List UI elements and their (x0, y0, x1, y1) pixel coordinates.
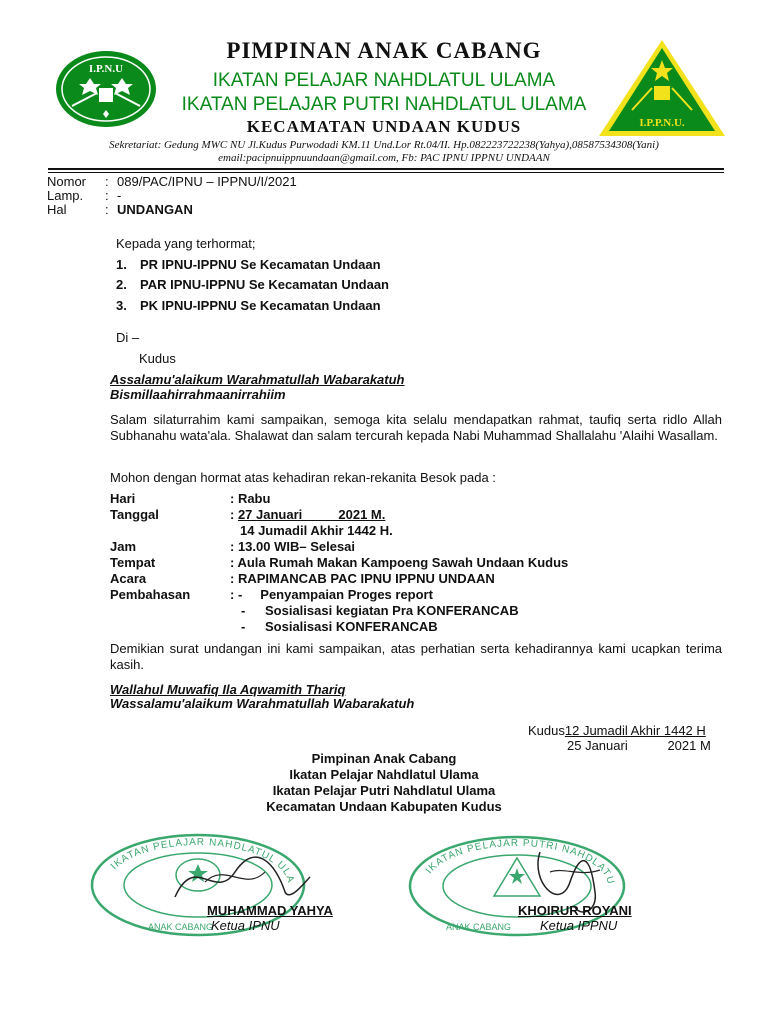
signatory-line1: Pimpinan Anak Cabang (311, 751, 457, 766)
logo-right-text: I.P.P.N.U. (639, 117, 685, 129)
salam-closing: Wassalamu'alaikum Warahmatullah Wabarakatuh (110, 696, 415, 711)
detail-tanggal (110, 507, 385, 523)
address-line2: email:pacipnuippnuundaan@gmail.com, Fb: PAC IPNU IPPNU UNDAAN (218, 152, 550, 164)
detail-tempat (110, 555, 568, 571)
recipient-di: Di – (116, 330, 140, 345)
paragraph-invitation: Mohon dengan hormat atas kehadiran rekan-rekanita Besok pada : (110, 470, 496, 485)
meta-nomor (47, 174, 297, 189)
nomor-colon: : (105, 174, 109, 189)
tanggal-prefix: : (230, 507, 238, 522)
tanggal-label: Tanggal (110, 507, 159, 522)
recipient-item (116, 298, 381, 313)
jam-value: : 13.00 WIB– Selesai (230, 539, 356, 554)
stamp-right-arc-text: IKATAN PELAJAR PUTRI NAHDLATU (423, 837, 617, 887)
date-place: Kudus (528, 723, 565, 738)
lamp-value: - (117, 188, 122, 203)
detail-jam (110, 539, 355, 555)
recipient-greeting: Kepada yang terhormat; (116, 236, 256, 251)
tanggal-value: 27 Januari 2021 M. (237, 507, 386, 522)
date-hijri (528, 723, 706, 738)
tempat-value: : Aula Rumah Makan Kampoeng Sawah Undaan Kudus (230, 555, 569, 570)
topic-dash: - (241, 603, 246, 618)
detail-hijri: 14 Jumadil Akhir 1442 H. (240, 523, 393, 538)
acara-label: Acara (110, 571, 147, 586)
left-signature (165, 842, 315, 912)
header-rule-thick (48, 168, 724, 170)
closing-doa: Wallahul Muwafiq Ila Aqwamith Thariq (110, 682, 346, 697)
date-hijri-value: 12 Jumadil Akhir 1442 H (564, 723, 706, 738)
recipient-num: 2. (116, 277, 127, 292)
hal-label: Hal (47, 202, 67, 217)
hari-label: Hari (110, 491, 136, 506)
paragraph-opening: Salam silaturrahim kami sampaikan, semoga kita selalu mendapatkan rahmat, taufiq serta ridlo Allah Subhanahu wata'ala. Shalawat dan salam tercurah kepada Nabi Muhammad Shallalahu 'Alaihi Wasallam. (110, 412, 722, 443)
meta-hal (47, 202, 193, 217)
letterhead-district: KECAMATAN UNDAAN KUDUS (246, 117, 522, 136)
letterhead-address (0, 139, 768, 165)
recipient-num: 1. (116, 257, 127, 272)
topic-dash: - (241, 619, 246, 634)
recipient-text: PR IPNU-IPPNU Se Kecamatan Undaan (140, 257, 381, 272)
topic-item: Penyampaian Proges report (260, 587, 433, 602)
hal-colon: : (105, 202, 109, 217)
stamp-left-bottom-text: ANAK CABANG (148, 922, 214, 932)
nomor-value: 089/PAC/IPNU – IPPNU/I/2021 (117, 174, 297, 189)
hal-value: UNDANGAN (117, 202, 193, 217)
hari-value: : Rabu (230, 491, 271, 506)
detail-acara (110, 571, 495, 587)
recipient-text: PK IPNU-IPPNU Se Kecamatan Undaan (140, 298, 381, 313)
acara-value: : RAPIMANCAB PAC IPNU IPPNU UNDAAN (230, 571, 495, 586)
stamp-left-arc-text: IKATAN PELAJAR NAHDLATUL ULA (108, 836, 297, 885)
detail-hari (110, 491, 270, 507)
recipient-item (116, 257, 381, 272)
date-masehi: 25 Januari 2021 M (567, 738, 711, 753)
stamp-right-bottom-text: ANAK CABANG (446, 922, 512, 932)
signatory-line3: Ikatan Pelajar Putri Nahdlatul Ulama (272, 783, 496, 798)
topic-item: Sosialisasi KONFERANCAB (265, 619, 438, 634)
salam-opening: Assalamu'alaikum Warahmatullah Wabarakatuh (110, 372, 405, 387)
paragraph-closing: Demikian surat undangan ini kami sampaikan, atas perhatian serta kehadirannya kami ucapkan terima kasih. (110, 641, 722, 672)
signatory-line4: Kecamatan Undaan Kabupaten Kudus (266, 799, 502, 814)
recipient-item (116, 277, 389, 292)
letterhead-title: PIMPINAN ANAK CABANG (226, 38, 542, 63)
detail-pembahasan (110, 587, 433, 603)
letterhead-org2: IKATAN PELAJAR PUTRI NAHDLATUL ULAMA (181, 94, 587, 115)
meta-lamp (47, 188, 121, 203)
recipient-num: 3. (116, 298, 127, 313)
topic-item: Sosialisasi kegiatan Pra KONFERANCAB (265, 603, 519, 618)
topic-row (241, 603, 519, 619)
tempat-label: Tempat (110, 555, 156, 570)
topic-row (241, 619, 438, 635)
right-signatory-name: KHOIRUR ROYANI (518, 903, 632, 918)
left-signatory-name: MUHAMMAD YAHYA (207, 903, 333, 918)
recipient-text: PAR IPNU-IPPNU Se Kecamatan Undaan (140, 277, 389, 292)
lamp-label: Lamp. (47, 188, 84, 203)
letterhead-org1: IKATAN PELAJAR NAHDLATUL ULAMA (212, 70, 556, 91)
signatory-line2: Ikatan Pelajar Nahdlatul Ulama (289, 767, 479, 782)
pembahasan-label: Pembahasan (110, 587, 191, 602)
logo-left-text: I.P.N.U (88, 63, 124, 75)
address-line1: Sekretariat: Gedung MWC NU Jl.Kudus Purwodadi KM.11 Und.Lor Rt.04/II. Hp.082223722238(Yahya),08587534308(Yani) (109, 139, 659, 151)
bismillah: Bismillaahirrahmaanirrahiim (110, 387, 286, 402)
jam-label: Jam (110, 539, 137, 554)
lamp-colon: : (105, 188, 109, 203)
recipient-place: Kudus (139, 351, 176, 366)
nomor-label: Nomor (47, 174, 87, 189)
pembahasan-prefix: : - (230, 587, 243, 602)
left-signatory-role: Ketua IPNU (211, 918, 280, 933)
right-signatory-role: Ketua IPPNU (540, 918, 618, 933)
header-rule-thin (48, 172, 724, 173)
